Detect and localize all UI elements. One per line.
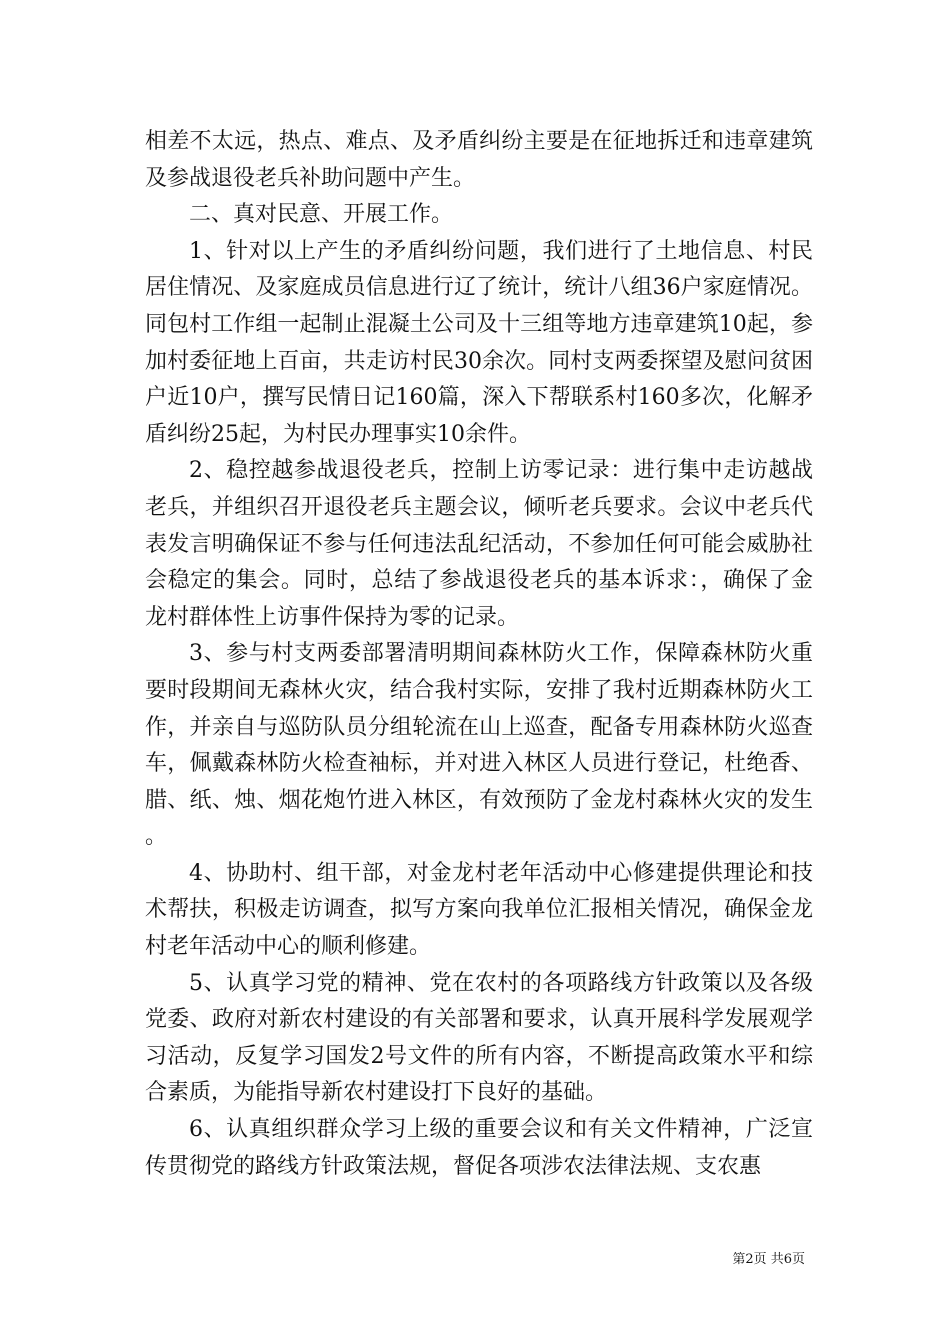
paragraph-item-2: 2、稳控越参战退役老兵，控制上访零记录：进行集中走访越战老兵，并组织召开退役老兵主题会议，倾听老兵要求。会议中老兵代表发言明确保证不参与任何违法乱纪活动，不参加任何可能会威胁社会稳定的集会。同时，总结了参战退役老兵的基本诉求：，确保了金龙村群体性上访事件保持为零的记录。 [145,458,813,630]
paragraph-item-3: 3、参与村支两委部署清明期间森林防火工作，保障森林防火重要时段期间无森林火灾，结合我村实际，安排了我村近期森林防火工作，并亲自与巡防队员分组轮流在山上巡查，配备专用森林防火巡查车，佩戴森林防火检查袖标，并对进入林区人员进行登记，杜绝香、腊、纸、烛、烟花炮竹进入林区，有效预防了金龙村森林火灾的发生。 [145,641,813,850]
paragraph-item-6: 6、认真组织群众学习上级的重要会议和有关文件精神，广泛宣传贯彻党的路线方针政策法规，督促各项涉农法律法规、支农惠 [145,1117,813,1179]
paragraph-item-4: 4、协助村、组干部，对金龙村老年活动中心修建提供理论和技术帮扶，积极走访调查，拟写方案向我单位汇报相关情况，确保金龙村老年活动中心的顺利修建。 [145,860,813,960]
paragraph-item-5: 5、认真学习党的精神、党在农村的各项路线方针政策以及各级党委、政府对新农村建设的有关部署和要求，认真开展科学发展观学习活动，反复学习国发2号文件的所有内容，不断提高政策水平和综合素质，为能指导新农村建设打下良好的基础。 [145,970,813,1106]
page-number-footer: 第2页 共6页 [732,1252,805,1267]
section-heading: 二、真对民意、开展工作。 [189,202,454,228]
paragraph-item-1: 1、针对以上产生的矛盾纠纷问题，我们进行了土地信息、村民居住情况、及家庭成员信息进行辽了统计，统计八组36户家庭情况。同包村工作组一起制止混凝土公司及十三组等地方违章建筑10起，参加村委征地上百亩，共走访村民30余次。同村支两委探望及慰问贫困户近10户，撰写民情日记160篇，深入下帮联系村160多次，化解矛盾纠纷25起，为村民办理事实10余件。 [145,238,813,447]
document-body [145,124,813,1185]
paragraph-continued: 相差不太远，热点、难点、及矛盾纠纷主要是在征地拆迁和违章建筑及参战退役老兵补助问题中产生。 [145,129,813,191]
